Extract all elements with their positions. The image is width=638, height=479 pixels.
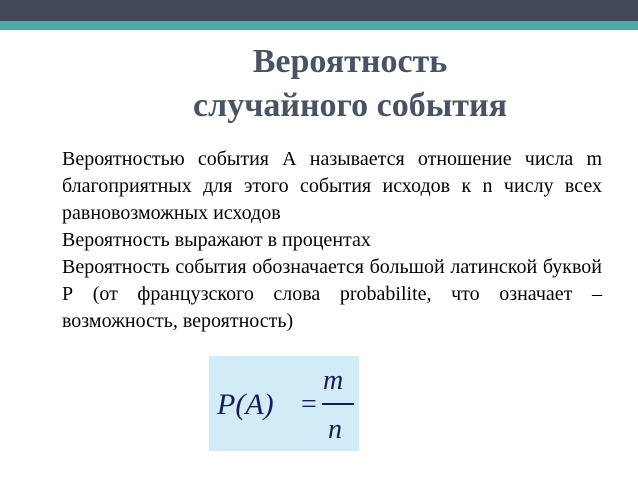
formula-numerator: m xyxy=(323,365,344,396)
percent-paragraph: Вероятность выражают в процентах xyxy=(62,229,371,251)
formula-equals: = xyxy=(301,389,317,420)
definition-paragraph: Вероятностью события А называется отношение числа m благоприятных для этого события исходов к n числу всех равновозможных исходов xyxy=(62,148,602,224)
formula-image xyxy=(209,356,359,451)
slide-title: Вероятность случайного события xyxy=(193,43,507,124)
formula-lhs: P(A) xyxy=(217,388,274,421)
notation-paragraph: Вероятность события обозначается большой латинской буквой Р (от французского слова probabilite, что означает – возможность, вероятность) xyxy=(62,256,602,332)
probability-formula xyxy=(209,356,359,451)
top-accent-bar xyxy=(0,21,638,30)
formula-denominator: n xyxy=(328,414,342,445)
top-bar xyxy=(0,0,638,21)
slide-body xyxy=(62,146,602,335)
